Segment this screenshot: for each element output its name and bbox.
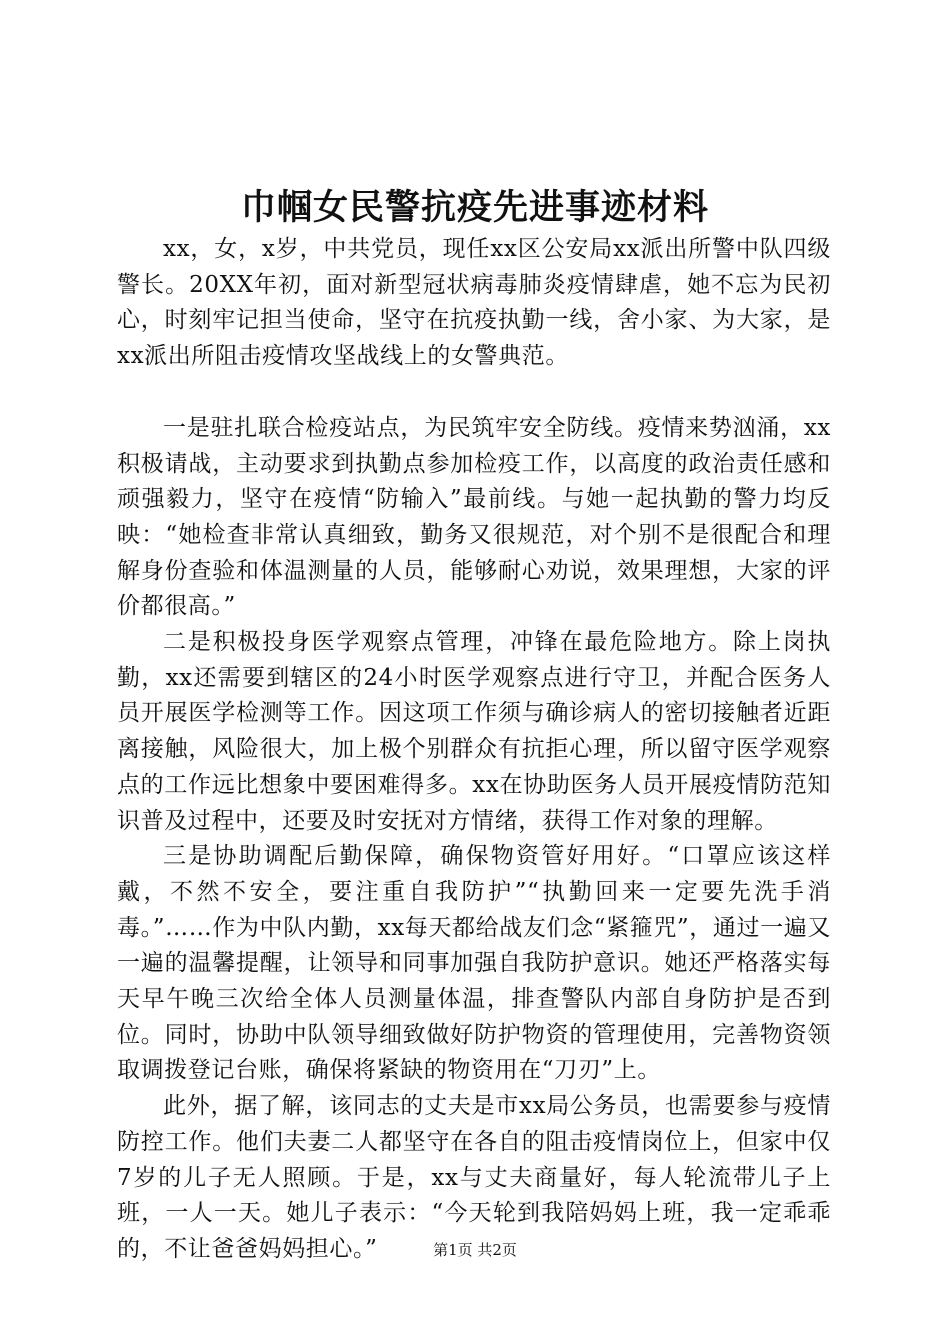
paragraph-point-two: 二是积极投身医学观察点管理，冲锋在最危险地方。除上岗执勤，xx还需要到辖区的24小时医学观察点进行守卫，并配合医务人员开展医学检测等工作。因这项工作须与确诊病人的密切接触者近距离接触，风险很大，加上极个别群众有抗拒心理，所以留守医学观察点的工作远比想象中要困难得多。xx在协助医务人员开展疫情防范知识普及过程中，还要及时安抚对方情绪，获得工作对象的理解。 xyxy=(117,629,831,834)
paragraph-spacer xyxy=(117,375,831,411)
paragraph-family: 此外，据了解，该同志的丈夫是市xx局公务员，也需要参与疫情防控工作。他们夫妻二人都坚守在各自的阻击疫情岗位上，但家中仅7岁的儿子无人照顾。于是，xx与丈夫商量好，每人轮流带儿子上班，一人一天。她儿子表示：“今天轮到我陪妈妈上班，我一定乖乖的，不让爸爸妈妈担心。” xyxy=(117,1093,831,1262)
document-title: 巾帼女民警抗疫先进事迹材料 xyxy=(240,187,709,228)
page-number-footer: 第1页 共2页 xyxy=(433,1241,517,1259)
document-body xyxy=(117,232,831,1268)
paragraph-point-three: 三是协助调配后勤保障，确保物资管好用好。“口罩应该这样戴，不然不安全，要注重自我防护”“执勤回来一定要先洗手消毒。”……作为中队内勤，xx每天都给战友们念“紧箍咒”，通过一遍又一遍的温馨提醒，让领导和同事加强自我防护意识。她还严格落实每天早午晚三次给全体人员测量体温，排查警队内部自身防护是否到位。同时，协助中队领导细致做好防护物资的管理使用，完善物资领取调拨登记台账，确保将紧缺的物资用在“刀刃”上。 xyxy=(117,843,831,1084)
paragraph-point-one: 一是驻扎联合检疫站点，为民筑牢安全防线。疫情来势汹涌，xx积极请战，主动要求到执勤点参加检疫工作，以高度的政治责任感和顽强毅力，坚守在疫情“防输入”最前线。与她一起执勤的警力均反映：“她检查非常认真细致，勤务又很规范，对个别不是很配合和理解身份查验和体温测量的人员，能够耐心劝说，效果理想，大家的评价都很高。” xyxy=(117,414,831,620)
paragraph-intro: xx，女，x岁，中共党员，现任xx区公安局xx派出所警中队四级警长。20XX年初，面对新型冠状病毒肺炎疫情肆虐，她不忘为民初心，时刻牢记担当使命，坚守在抗疫执勤一线，舍小家、为大家，是xx派出所阻击疫情攻坚战线上的女警典范。 xyxy=(117,236,831,370)
